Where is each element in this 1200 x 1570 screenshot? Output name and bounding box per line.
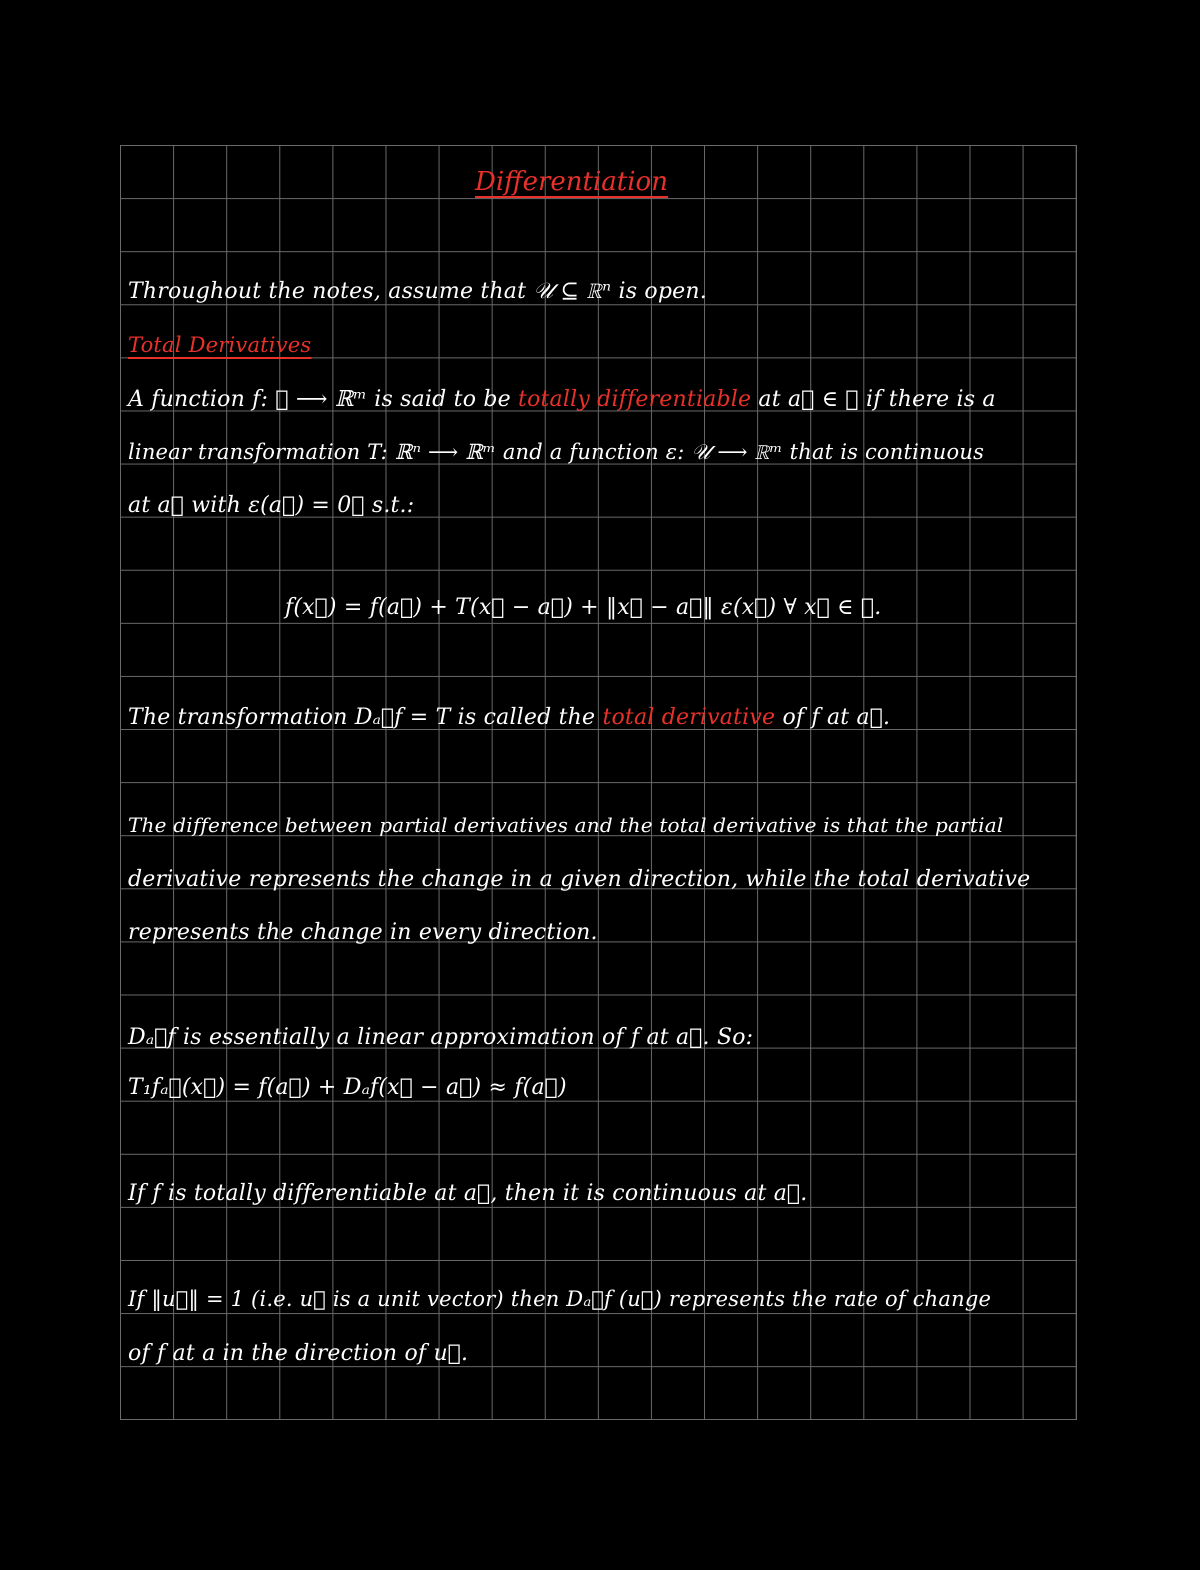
difference-line-2: derivative represents the change in a given direction, while the total derivative <box>128 867 1031 892</box>
total-derivative-text: The transformation Dₐ⃗f = T is called the <box>128 705 603 730</box>
difference-line-1: The difference between partial derivatives and the total derivative is that the partial <box>128 813 1004 837</box>
unit-vector-line-2: of f at a in the direction of u⃗. <box>128 1341 469 1366</box>
total-derivative-formula: f(x⃗) = f(a⃗) + T(x⃗ − a⃗) + ‖x⃗ − a⃗‖ ε(x⃗) ∀ x⃗ ∈ 𝒰. <box>285 595 882 620</box>
definition-text: at a⃗ ∈ 𝒰 if there is a <box>751 387 996 412</box>
definition-line-2: linear transformation T: ℝⁿ ⟶ ℝᵐ and a function ε: 𝒰 ⟶ ℝᵐ that is continuous <box>128 440 985 464</box>
page-title: Differentiation <box>475 167 668 197</box>
definition-line-3: at a⃗ with ε(a⃗) = 0⃗ s.t.: <box>128 493 415 518</box>
approximation-line-1: Dₐ⃗f is essentially a linear approximation of f at a⃗. So: <box>128 1025 754 1050</box>
definition-line-1 <box>128 387 996 412</box>
continuity-line: If f is totally differentiable at a⃗, then it is continuous at a⃗. <box>128 1181 808 1206</box>
intro-line: Throughout the notes, assume that 𝒰 ⊆ ℝⁿ is open. <box>128 279 707 304</box>
section-heading: Total Derivatives <box>128 333 312 357</box>
total-derivative-line <box>128 705 890 730</box>
highlight-total-derivative: total derivative <box>602 705 776 730</box>
total-derivative-text: of f at a⃗. <box>775 705 891 730</box>
approximation-line-2: T₁fₐ⃗(x⃗) = f(a⃗) + Dₐf(x⃗ − a⃗) ≈ f(a⃗) <box>128 1075 567 1100</box>
definition-text: A function f: 𝒰 ⟶ ℝᵐ is said to be <box>128 387 519 412</box>
unit-vector-line-1: If ‖u⃗‖ = 1 (i.e. u⃗ is a unit vector) then Dₐ⃗f (u⃗) represents the rate of change <box>128 1287 992 1311</box>
highlight-totally-differentiable: totally differentiable <box>518 387 752 412</box>
notebook-page <box>120 145 1077 1420</box>
difference-line-3: represents the change in every direction. <box>128 920 598 945</box>
